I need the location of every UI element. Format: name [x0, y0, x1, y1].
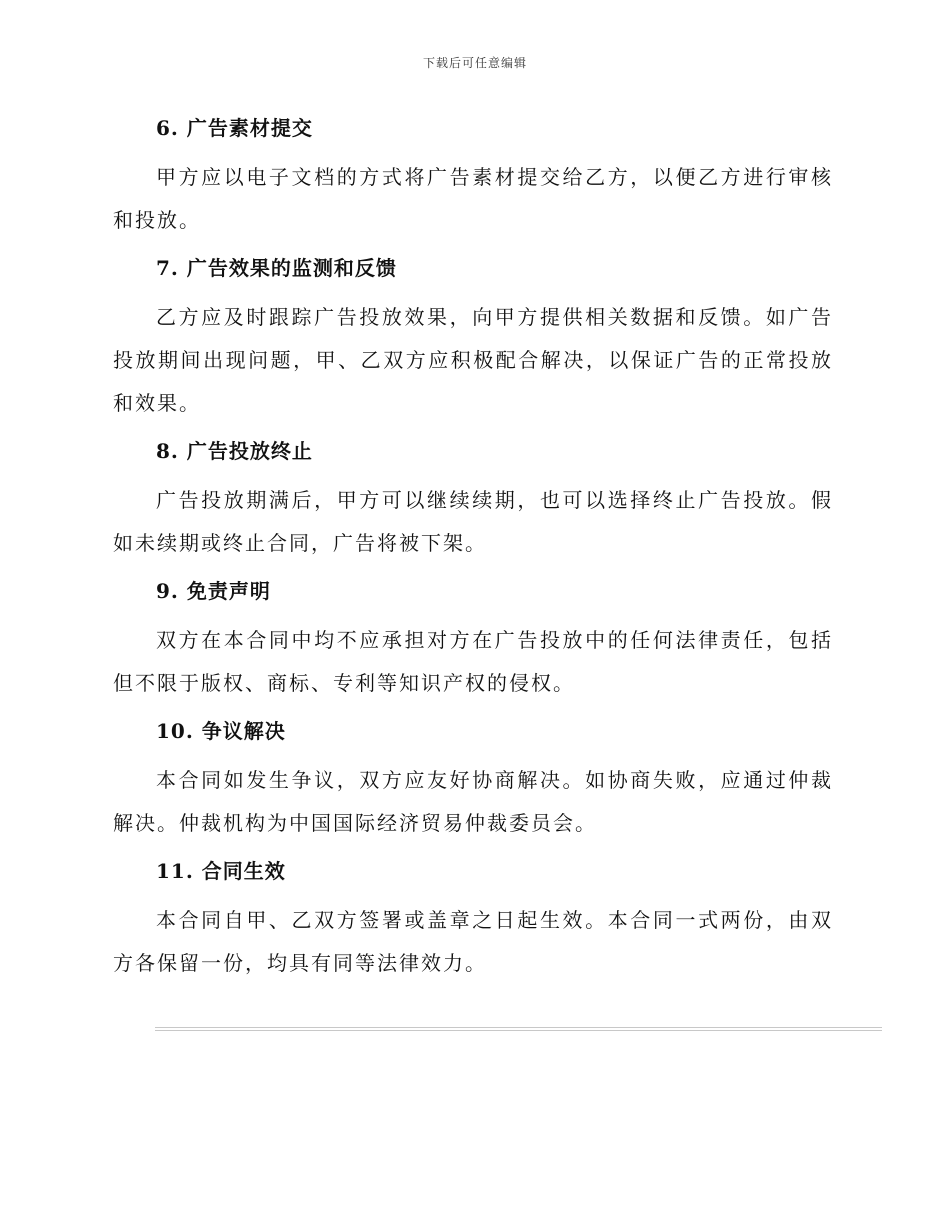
section-disclaimer: [113, 571, 833, 705]
page-header-note: 下载后可任意编辑: [422, 56, 527, 70]
section-body: 乙方应及时跟踪广告投放效果，向甲方提供相关数据和反馈。如广告投放期间出现问题，甲、乙双方应积极配合解决，以保证广告的正常投放和效果。: [113, 305, 833, 415]
section-ad-effect-monitoring: [113, 248, 833, 425]
section-heading: 10. 争议解决: [156, 719, 286, 743]
section-heading: 9. 免责声明: [156, 579, 271, 603]
section-ad-material-submission: [113, 108, 833, 242]
section-body: 广告投放期满后，甲方可以继续续期，也可以选择终止广告投放。假如未续期或终止合同，广告将被下架。: [113, 488, 833, 555]
page-divider: [155, 1027, 882, 1031]
section-contract-effective: [113, 851, 833, 985]
section-body: 双方在本合同中均不应承担对方在广告投放中的任何法律责任，包括但不限于版权、商标、专利等知识产权的侵权。: [113, 628, 833, 695]
document-content: [113, 108, 833, 991]
section-body: 甲方应以电子文档的方式将广告素材提交给乙方，以便乙方进行审核和投放。: [113, 165, 833, 232]
section-heading: 6. 广告素材提交: [156, 116, 313, 140]
section-heading: 8. 广告投放终止: [156, 439, 313, 463]
section-heading: 7. 广告效果的监测和反馈: [156, 256, 397, 280]
section-dispute-resolution: [113, 711, 833, 845]
section-body: 本合同自甲、乙双方签署或盖章之日起生效。本合同一式两份，由双方各保留一份，均具有同等法律效力。: [113, 908, 833, 975]
section-heading: 11. 合同生效: [156, 859, 286, 883]
section-ad-termination: [113, 431, 833, 565]
section-body: 本合同如发生争议，双方应友好协商解决。如协商失败，应通过仲裁解决。仲裁机构为中国国际经济贸易仲裁委员会。: [113, 768, 833, 835]
